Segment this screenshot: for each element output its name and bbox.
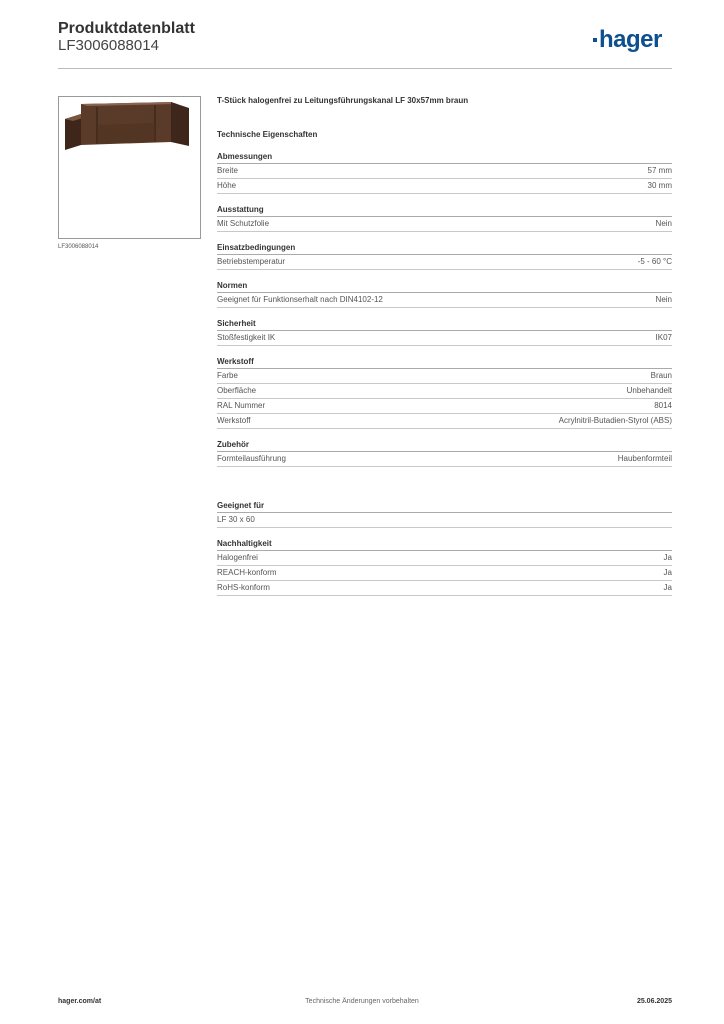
table-row xyxy=(217,513,672,528)
table-row xyxy=(217,164,672,179)
section-ausstattung xyxy=(217,204,672,232)
row-label: Mit Schutzfolie xyxy=(217,219,270,228)
section-title: Abmessungen xyxy=(217,151,672,164)
table-row xyxy=(217,384,672,399)
logo-dot-icon xyxy=(593,38,597,42)
row-label: Farbe xyxy=(217,371,238,380)
header-divider xyxy=(58,68,672,69)
section-geeignet-fuer xyxy=(217,500,672,528)
document-title: Produktdatenblatt xyxy=(58,20,195,37)
row-label: Geeignet für Funktionserhalt nach DIN4102-12 xyxy=(217,295,383,304)
table-row xyxy=(217,179,672,194)
tech-heading: Technische Eigenschaften xyxy=(217,130,318,139)
footer-date: 25.06.2025 xyxy=(636,998,672,1005)
section-title: Sicherheit xyxy=(217,318,672,331)
row-value: IK07 xyxy=(655,333,672,342)
t-piece-illustration xyxy=(59,97,200,238)
table-row xyxy=(217,369,672,384)
section-einsatzbedingungen xyxy=(217,242,672,270)
section-title: Geeignet für xyxy=(217,500,672,513)
section-title: Ausstattung xyxy=(217,204,672,217)
row-value: -5 - 60 °C xyxy=(637,257,672,266)
section-nachhaltigkeit xyxy=(217,538,672,596)
row-label: Breite xyxy=(217,166,238,175)
section-title: Werkstoff xyxy=(217,356,672,369)
row-value: Unbehandelt xyxy=(626,386,672,395)
row-value: Haubenformteil xyxy=(617,454,672,463)
product-number: LF3006088014 xyxy=(58,37,159,54)
table-row xyxy=(217,255,672,270)
footer-disclaimer: Technische Änderungen vorbehalten xyxy=(305,998,419,1005)
row-value: Nein xyxy=(655,219,672,228)
section-abmessungen xyxy=(217,151,672,194)
row-label: Formteilausführung xyxy=(217,454,286,463)
table-row xyxy=(217,581,672,596)
row-label: Höhe xyxy=(217,181,237,190)
row-label: Stoßfestigkeit IK xyxy=(217,333,276,342)
row-value: Nein xyxy=(655,295,672,304)
image-caption: LF3006088014 xyxy=(58,244,99,250)
row-value: 8014 xyxy=(654,401,672,410)
table-row xyxy=(217,414,672,429)
table-row xyxy=(217,293,672,308)
row-value: 30 mm xyxy=(647,181,672,190)
section-title: Zubehör xyxy=(217,439,672,452)
table-row xyxy=(217,551,672,566)
section-title: Nachhaltigkeit xyxy=(217,538,672,551)
table-row xyxy=(217,399,672,414)
row-value: Acrylnitril-Butadien-Styrol (ABS) xyxy=(558,416,672,425)
table-row xyxy=(217,566,672,581)
row-value: Ja xyxy=(663,568,672,577)
logo-text: hager xyxy=(599,26,662,53)
row-label: Oberfläche xyxy=(217,386,257,395)
row-label: Betriebstemperatur xyxy=(217,257,286,266)
row-value: Ja xyxy=(663,553,672,562)
row-value: Braun xyxy=(650,371,672,380)
row-label: REACH-konform xyxy=(217,568,277,577)
product-name: T-Stück halogenfrei zu Leitungsführungskanal LF 30x57mm braun xyxy=(217,96,469,105)
row-value: Ja xyxy=(663,583,672,592)
row-label: Werkstoff xyxy=(217,416,251,425)
section-normen xyxy=(217,280,672,308)
row-value: 57 mm xyxy=(647,166,672,175)
product-image xyxy=(58,96,201,239)
table-row xyxy=(217,331,672,346)
section-zubehoer xyxy=(217,439,672,467)
section-title: Normen xyxy=(217,280,672,293)
section-title: Einsatzbedingungen xyxy=(217,242,672,255)
table-row xyxy=(217,217,672,232)
row-label: Halogenfrei xyxy=(217,553,258,562)
row-label: RoHS-konform xyxy=(217,583,270,592)
table-row xyxy=(217,452,672,467)
section-sicherheit xyxy=(217,318,672,346)
footer-website[interactable]: hager.com/at xyxy=(58,998,102,1005)
hager-logo xyxy=(593,26,662,54)
row-label: LF 30 x 60 xyxy=(217,515,255,524)
section-werkstoff xyxy=(217,356,672,429)
row-label: RAL Nummer xyxy=(217,401,266,410)
product-details xyxy=(217,94,672,596)
